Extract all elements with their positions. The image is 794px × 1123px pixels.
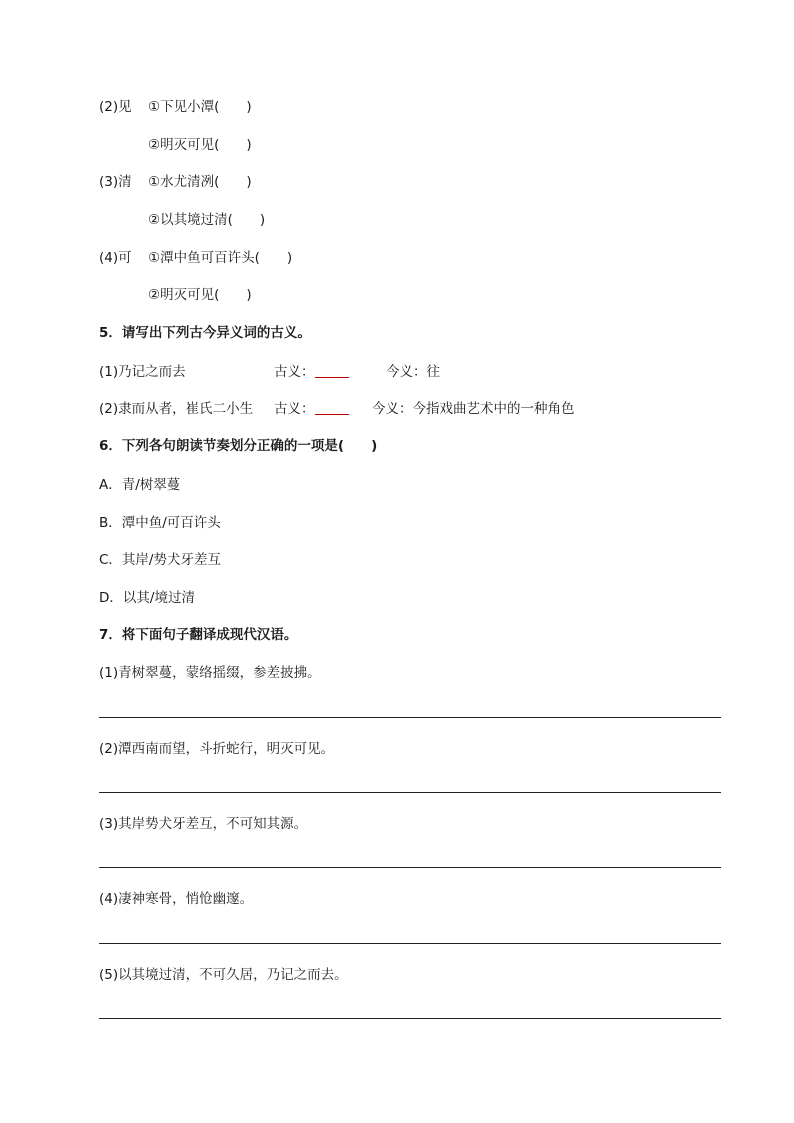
q5-title: 5．请写出下列古今异义词的古义。 xyxy=(99,325,311,341)
q7-answer-line-4[interactable] xyxy=(99,943,721,944)
q5-row-2-ancient xyxy=(274,400,349,418)
q4-item-4-label: (4)可 xyxy=(99,250,132,266)
q4-item-4-sentence-2: ②明灭可见( ) xyxy=(148,287,252,303)
q4-item-3-sentence-1: ①水尤清冽( ) xyxy=(148,174,252,190)
q5-row-1-ancient-label: 古义： xyxy=(274,364,315,380)
q6-option-b[interactable]: B．潭中鱼/可百许头 xyxy=(99,515,221,531)
q7-sentence-2: (2)潭西南而望，斗折蛇行，明灭可见。 xyxy=(99,741,335,757)
q4-item-2-label: (2)见 xyxy=(99,99,132,115)
q5-row-1-ancient xyxy=(274,363,349,381)
q5-row-1-answer-blank[interactable] xyxy=(315,363,349,378)
q5-row-1-phrase: (1)乃记之而去 xyxy=(99,364,186,380)
q7-sentence-3: (3)其岸势犬牙差互，不可知其源。 xyxy=(99,816,308,832)
q7-answer-line-1[interactable] xyxy=(99,717,721,718)
q7-answer-line-2[interactable] xyxy=(99,792,721,793)
q5-row-2-ancient-label: 古义： xyxy=(274,401,315,417)
q4-item-2-sentence-1: ①下见小潭( ) xyxy=(148,99,252,115)
q6-title: 6．下列各句朗读节奏划分正确的一项是( ) xyxy=(99,438,378,454)
q5-row-2-modern: 今义：今指戏曲艺术中的一种角色 xyxy=(372,401,575,417)
q7-answer-line-3[interactable] xyxy=(99,867,721,868)
q4-item-4-sentence-1: ①潭中鱼可百许头( ) xyxy=(148,250,293,266)
q4-item-3-sentence-2: ②以其境过清( ) xyxy=(148,212,266,228)
q4-item-2-sentence-2: ②明灭可见( ) xyxy=(148,137,252,153)
q5-row-2-phrase: (2)隶而从者，崔氏二小生 xyxy=(99,401,254,417)
q6-option-a[interactable]: A．青/树翠蔓 xyxy=(99,477,181,493)
q7-sentence-5: (5)以其境过清，不可久居，乃记之而去。 xyxy=(99,967,348,983)
q7-answer-line-5[interactable] xyxy=(99,1018,721,1019)
q4-item-3-label: (3)清 xyxy=(99,174,132,190)
q6-option-c[interactable]: C．其岸/势犬牙差互 xyxy=(99,552,221,568)
q5-row-2-answer-blank[interactable] xyxy=(315,400,349,415)
q6-option-d[interactable]: D．以其/境过清 xyxy=(99,590,195,606)
q5-row-1-modern: 今义：往 xyxy=(386,364,440,380)
q7-title: 7．将下面句子翻译成现代汉语。 xyxy=(99,627,298,643)
q7-sentence-4: (4)凄神寒骨，悄怆幽邃。 xyxy=(99,891,254,907)
q7-sentence-1: (1)青树翠蔓，蒙络摇缀，参差披拂。 xyxy=(99,665,321,681)
